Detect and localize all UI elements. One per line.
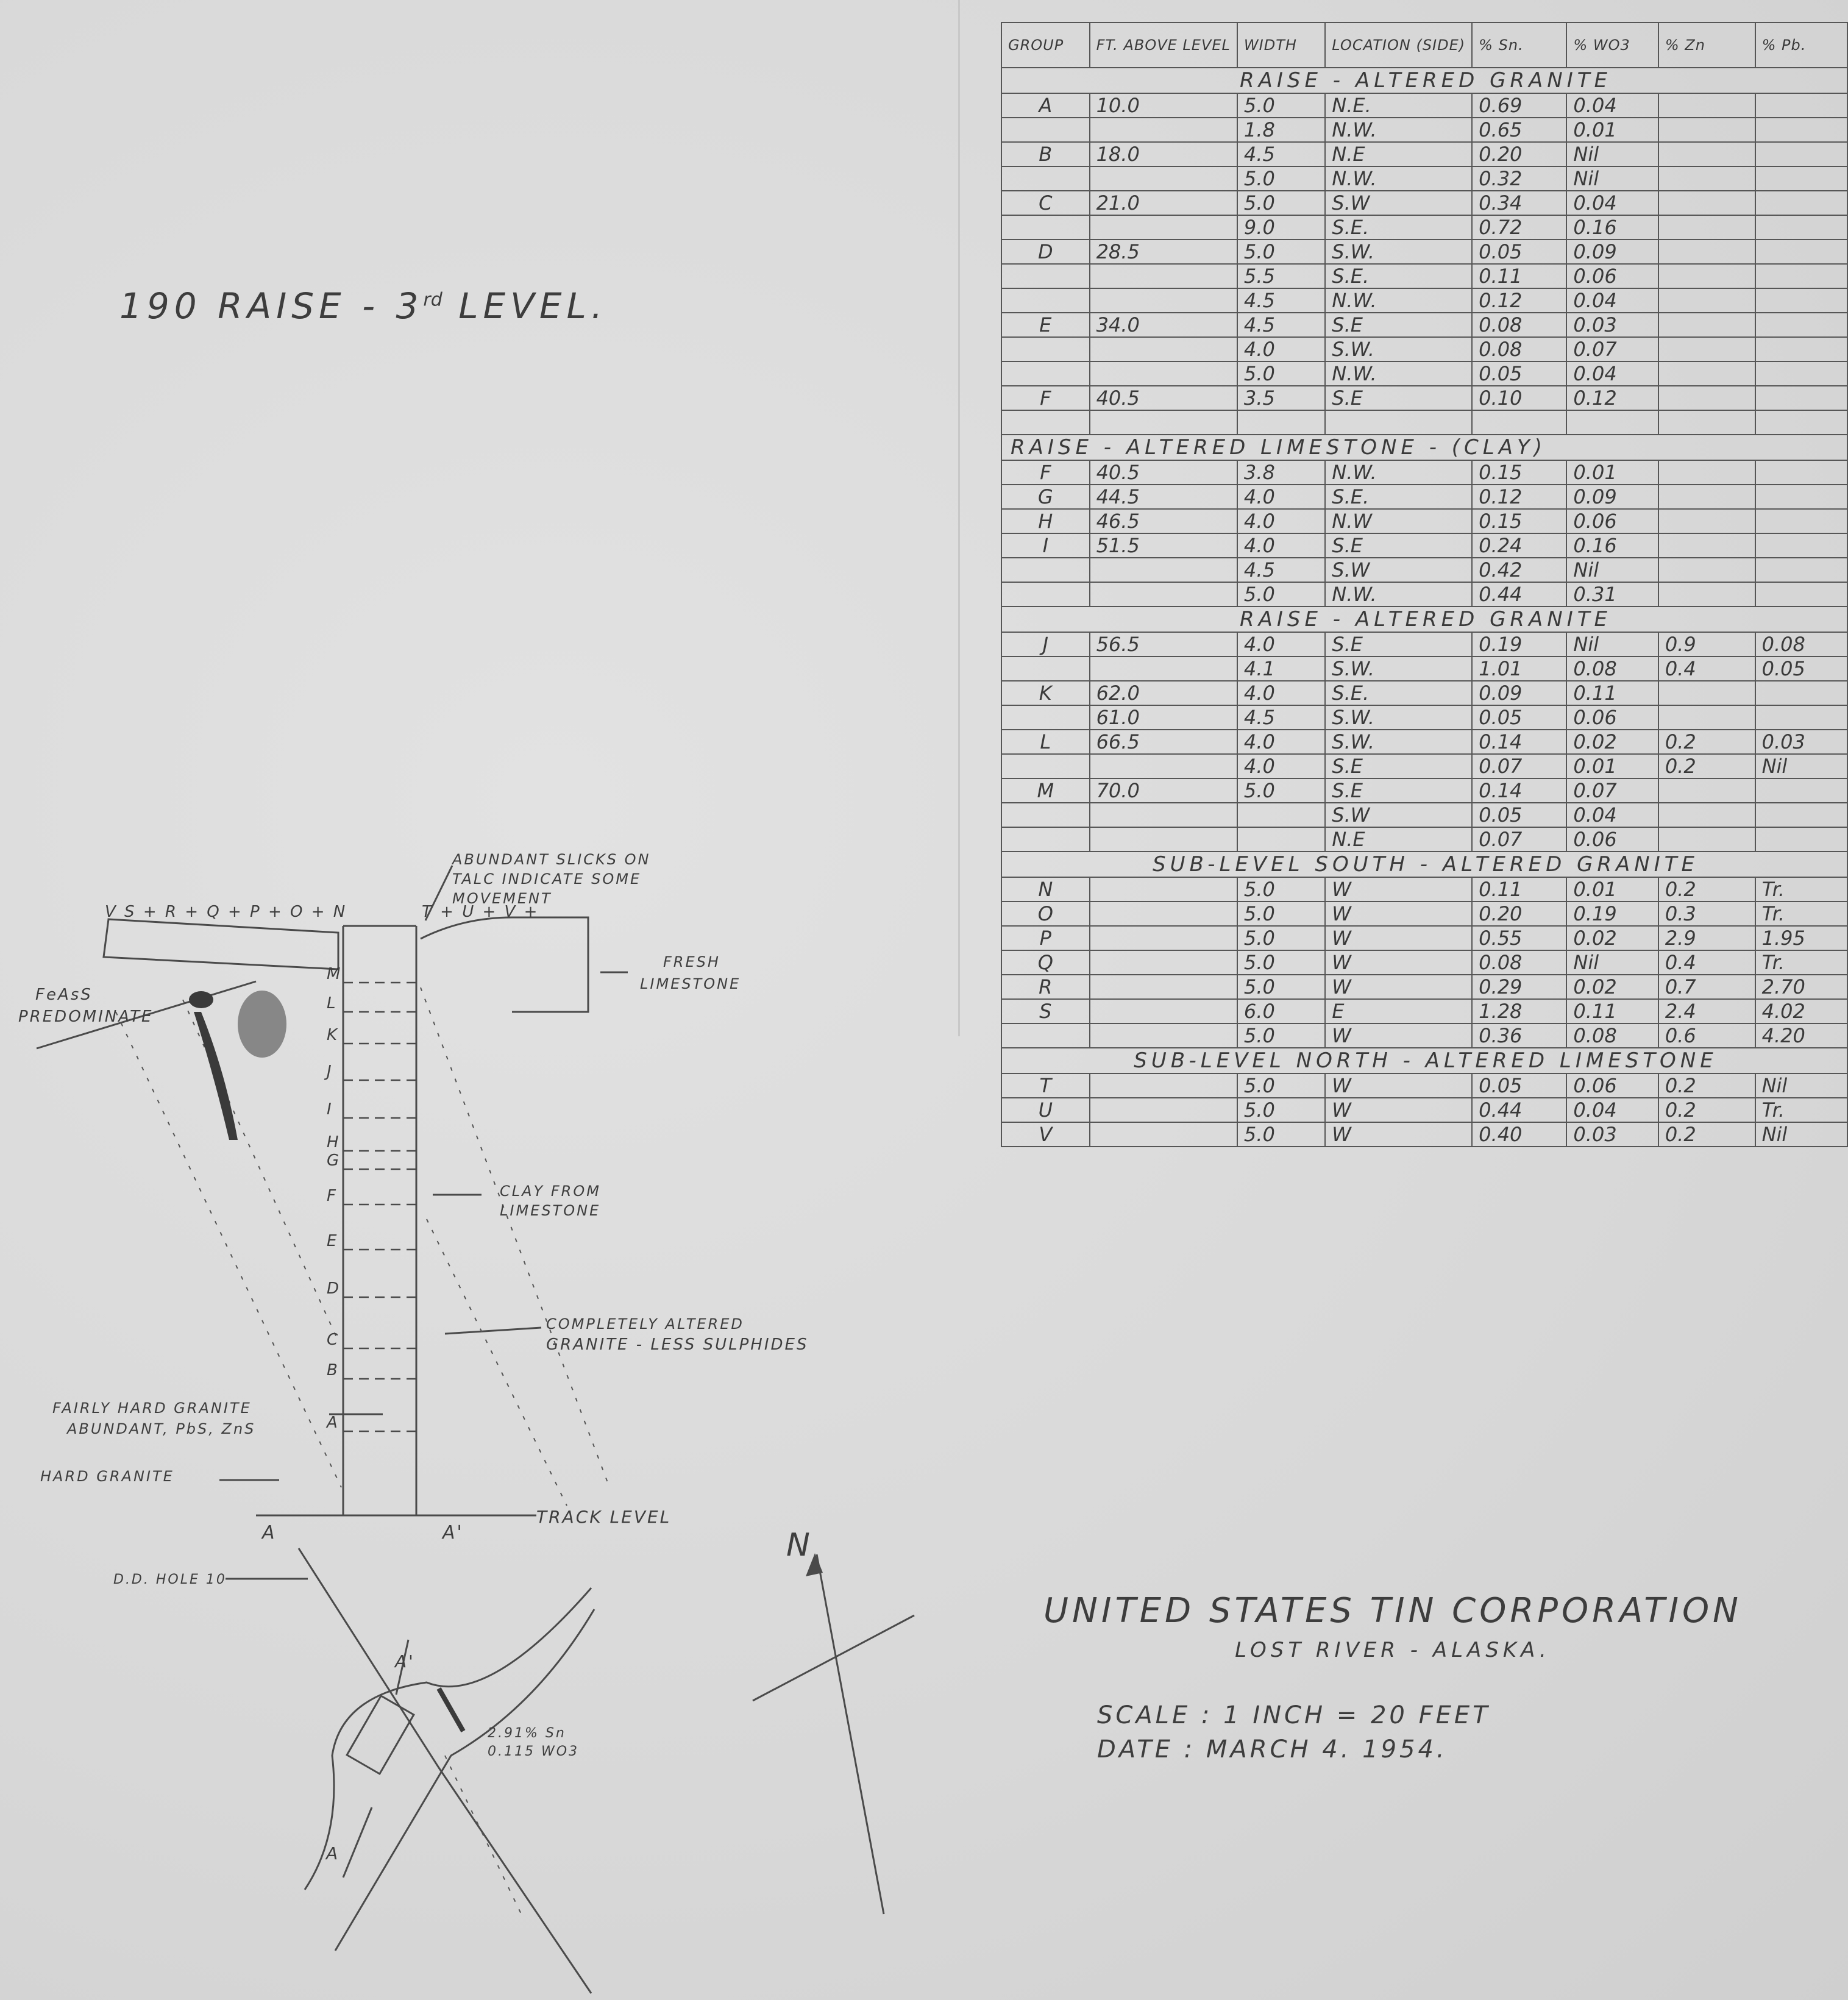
table-cell: 5.0 [1237,975,1325,999]
table-cell: W [1325,1073,1472,1098]
table-cell: 62.0 [1090,681,1237,705]
table-cell: R [1001,975,1090,999]
table-cell: 4.0 [1237,681,1325,705]
table-cell: 0.08 [1472,313,1566,337]
table-cell: 4.0 [1237,632,1325,657]
raise-group-letter: F [327,1187,338,1205]
raise-group-letter: G [327,1151,341,1170]
table-cell: 4.5 [1237,288,1325,313]
table-cell: S.E. [1325,681,1472,705]
table-cell: S.W [1325,803,1472,827]
table-cell: 0.05 [1472,1073,1566,1098]
table-cell: 21.0 [1090,191,1237,215]
table-cell: Nil [1566,166,1658,191]
table-cell: 5.0 [1237,1122,1325,1147]
table-cell: S.E [1325,754,1472,778]
table-cell: 0.04 [1566,803,1658,827]
altered-leader [445,1328,541,1334]
table-cell: 0.11 [1472,264,1566,288]
table-cell: 0.04 [1566,93,1658,118]
table-cell: P [1001,926,1090,950]
table-cell: H [1001,509,1090,533]
table-cell: 0.07 [1566,337,1658,361]
table-cell: S.E [1325,313,1472,337]
table-cell: 0.07 [1472,827,1566,852]
table-cell: 0.11 [1472,877,1566,902]
table-cell: U [1001,1098,1090,1122]
note-altered-1: COMPLETELY ALTERED [546,1315,744,1333]
table-cell: 5.0 [1237,1073,1325,1098]
table-cell: Nil [1755,754,1847,778]
top-group-labels: V S + R + Q + P + O + N [105,903,347,921]
table-cell: Q [1001,950,1090,975]
table-cell: 4.0 [1237,754,1325,778]
table-cell: 0.2 [1658,730,1755,754]
raise-group-letter: L [327,994,338,1012]
table-cell: 0.32 [1472,166,1566,191]
table-cell: 0.08 [1472,950,1566,975]
raise-group-letter: K [327,1026,339,1044]
assay-interval-bar [439,1689,463,1731]
raise-group-letter: I [327,1100,333,1119]
table-cell: W [1325,877,1472,902]
section-label-a-prime: A' [442,1522,464,1543]
north-arrow-label: N [786,1527,812,1564]
table-cell: 0.11 [1566,681,1658,705]
table-cell: N.E. [1325,93,1472,118]
table-cell: W [1325,926,1472,950]
table-cell: 0.36 [1472,1023,1566,1048]
table-cell: S.W. [1325,240,1472,264]
section-title: RAISE - ALTERED LIMESTONE - (CLAY) [1001,435,1847,460]
mine-location: LOST RIVER - ALASKA. [1235,1638,1551,1662]
raise-group-letter: J [327,1062,333,1081]
table-cell: S.E. [1325,485,1472,509]
table-cell: 10.0 [1090,93,1237,118]
table-cell: S.W. [1325,730,1472,754]
table-cell: 2.4 [1658,999,1755,1023]
note-assay-sn: 2.91% Sn [488,1726,566,1741]
table-cell: 0.4 [1658,950,1755,975]
table-cell: S.E [1325,386,1472,410]
table-cell: 0.06 [1566,827,1658,852]
table-cell: 0.03 [1755,730,1847,754]
note-assay-wo3: 0.115 WO3 [488,1744,580,1759]
assay-interval [439,1689,463,1731]
table-cell: 61.0 [1090,705,1237,730]
table-cell: S.E [1325,533,1472,558]
table-cell: W [1325,1098,1472,1122]
table-cell: 51.5 [1090,533,1237,558]
table-cell: W [1325,1122,1472,1147]
table-cell: S.W. [1325,705,1472,730]
table-cell: 5.0 [1237,902,1325,926]
drawing-scale: SCALE : 1 INCH = 20 FEET [1097,1701,1491,1729]
table-cell: 0.14 [1472,778,1566,803]
table-cell: 0.06 [1566,509,1658,533]
table-cell: S.W [1325,191,1472,215]
note-feass-2: PREDOMINATE [18,1008,154,1026]
table-cell: 0.12 [1566,386,1658,410]
table-cell: 0.65 [1472,118,1566,142]
table-cell: 0.16 [1566,215,1658,240]
table-cell: 2.70 [1755,975,1847,999]
table-cell: F [1001,386,1090,410]
table-cell: N.W. [1325,361,1472,386]
table-cell: 0.24 [1472,533,1566,558]
table-cell: 5.5 [1237,264,1325,288]
table-cell: 5.0 [1237,877,1325,902]
table-cell: 5.0 [1237,1023,1325,1048]
table-cell: 4.5 [1237,558,1325,582]
table-cell: 0.44 [1472,582,1566,607]
table-cell: N [1001,877,1090,902]
note-hard-granite: HARD GRANITE [40,1468,174,1485]
table-cell: S.W [1325,558,1472,582]
note-altered-2: GRANITE - LESS SULPHIDES [546,1336,809,1354]
section-title: SUB-LEVEL SOUTH - ALTERED GRANITE [1001,852,1847,877]
table-cell: 4.02 [1755,999,1847,1023]
table-cell: 0.05 [1472,361,1566,386]
table-cell: N.E [1325,142,1472,166]
note-slicks-3: MOVEMENT [452,890,552,907]
plan-label-a-prime: A' [395,1651,415,1671]
raise-group-letters [324,965,342,1432]
table-cell: 0.05 [1472,803,1566,827]
table-cell: 4.0 [1237,485,1325,509]
table-cell: 5.0 [1237,582,1325,607]
note-fairly-hard-1: FAIRLY HARD GRANITE [52,1400,252,1417]
table-cell: 0.08 [1472,337,1566,361]
table-cell: 0.09 [1472,681,1566,705]
table-cell: 3.8 [1237,460,1325,485]
table-cell: 5.0 [1237,950,1325,975]
table-cell: 34.0 [1090,313,1237,337]
table-cell: 0.55 [1472,926,1566,950]
table-cell: 0.42 [1472,558,1566,582]
table-cell: 0.7 [1658,975,1755,999]
raise-group-letter: C [327,1331,340,1349]
table-cell: 0.04 [1566,361,1658,386]
table-cell: 0.3 [1658,902,1755,926]
table-cell: 0.9 [1658,632,1755,657]
table-cell: 28.5 [1090,240,1237,264]
note-ddhole: D.D. HOLE 10 [113,1572,227,1587]
table-cell: 0.19 [1566,902,1658,926]
table-cell: O [1001,902,1090,926]
header-location: LOCATION (SIDE) [1325,23,1472,68]
table-cell: 40.5 [1090,460,1237,485]
table-cell: W [1325,975,1472,999]
table-cell: S.W. [1325,657,1472,681]
blot-1 [238,991,286,1058]
north-arrow-cross [753,1615,914,1701]
table-cell: 4.5 [1237,705,1325,730]
table-cell: 2.9 [1658,926,1755,950]
table-cell: 0.07 [1472,754,1566,778]
table-cell: 0.2 [1658,1073,1755,1098]
table-cell: 5.0 [1237,1098,1325,1122]
table-cell: Tr. [1755,950,1847,975]
table-cell: 46.5 [1090,509,1237,533]
table-cell: S.E. [1325,264,1472,288]
table-cell: F [1001,460,1090,485]
table-cell: 5.0 [1237,926,1325,950]
table-cell: 0.2 [1658,1122,1755,1147]
note-slicks-2: TALC INDICATE SOME [452,870,642,888]
table-cell: 5.0 [1237,191,1325,215]
table-cell: T [1001,1073,1090,1098]
table-cell: 5.0 [1237,778,1325,803]
table-cell: 0.04 [1566,288,1658,313]
table-cell: N.W. [1325,582,1472,607]
table-cell: S [1001,999,1090,1023]
table-cell: 0.31 [1566,582,1658,607]
sample-group-ticks [343,983,416,1431]
table-cell: 0.11 [1566,999,1658,1023]
table-cell: 1.8 [1237,118,1325,142]
table-cell: 4.5 [1237,313,1325,337]
table-cell: 4.0 [1237,533,1325,558]
table-cell: N.W. [1325,166,1472,191]
table-cell: 0.14 [1472,730,1566,754]
note-track-level: TRACK LEVEL [536,1507,672,1527]
table-cell: 0.03 [1566,313,1658,337]
stipple-5 [445,1756,524,1920]
header-wo3: % WO3 [1566,23,1658,68]
table-cell: 0.09 [1566,485,1658,509]
table-cell: 0.01 [1566,460,1658,485]
table-cell: 5.0 [1237,240,1325,264]
table-cell: 4.5 [1237,142,1325,166]
table-cell: Tr. [1755,902,1847,926]
table-cell: 66.5 [1090,730,1237,754]
table-cell: 9.0 [1237,215,1325,240]
table-cell: E [1001,313,1090,337]
table-cell: 0.04 [1566,191,1658,215]
table-cell: 0.6 [1658,1023,1755,1048]
plan-label-a: A [326,1843,340,1863]
table-cell: N.W. [1325,460,1472,485]
table-cell: 0.03 [1566,1122,1658,1147]
table-cell: 0.34 [1472,191,1566,215]
table-cell: S.E [1325,778,1472,803]
table-cell: N.W. [1325,118,1472,142]
table-cell: I [1001,533,1090,558]
table-cell: 0.69 [1472,93,1566,118]
header-width: WIDTH [1237,23,1325,68]
section-title: RAISE - ALTERED GRANITE [1001,607,1847,632]
north-arrow-shaft [817,1554,884,1914]
section-label-a: A [262,1522,277,1543]
table-cell: 0.06 [1566,705,1658,730]
table-cell: 4.0 [1237,337,1325,361]
header-group: GROUP [1001,23,1090,68]
table-cell: Nil [1566,142,1658,166]
raise-group-letter: H [327,1133,341,1151]
granite-stipple-lines [116,988,609,1920]
table-cell: 4.0 [1237,730,1325,754]
header-sn: % Sn. [1472,23,1566,68]
table-cell: N.W. [1325,288,1472,313]
table-cell: 1.95 [1755,926,1847,950]
table-cell: 0.15 [1472,509,1566,533]
note-fresh-1: FRESH [663,953,720,970]
table-cell: Nil [1566,558,1658,582]
section-title: RAISE - ALTERED GRANITE [1001,68,1847,93]
table-cell: 18.0 [1090,142,1237,166]
table-cell: 0.12 [1472,485,1566,509]
table-cell: 0.01 [1566,754,1658,778]
table-cell: S.E [1325,632,1472,657]
table-cell: Nil [1755,1122,1847,1147]
table-cell: 0.12 [1472,288,1566,313]
table-cell: 5.0 [1237,93,1325,118]
table-cell: D [1001,240,1090,264]
plan-drift-east [335,1609,594,1951]
blot-3 [189,991,213,1008]
raise-group-letter: M [327,965,343,983]
table-cell: 44.5 [1090,485,1237,509]
table-cell: 0.10 [1472,386,1566,410]
table-cell: L [1001,730,1090,754]
header-pb: % Pb. [1755,23,1847,68]
table-cell: 0.08 [1566,1023,1658,1048]
table-cell: 6.0 [1237,999,1325,1023]
table-cell: 0.09 [1566,240,1658,264]
company-name: UNITED STATES TIN CORPORATION [1043,1591,1742,1631]
table-cell: 0.05 [1472,240,1566,264]
sulphide-blotch [189,991,286,1140]
table-cell: 56.5 [1090,632,1237,657]
top-right-group-labels: T + U + V + [422,903,539,921]
table-cell: 1.01 [1472,657,1566,681]
table-cell: 0.01 [1566,118,1658,142]
note-feass-1: FeAsS [35,986,93,1004]
table-cell: 0.05 [1472,705,1566,730]
stipple-3 [421,988,609,1487]
table-cell: 0.72 [1472,215,1566,240]
sub-level-south-drift [104,919,338,969]
table-cell: C [1001,191,1090,215]
drawing-date: DATE : MARCH 4. 1954. [1097,1735,1448,1763]
table-cell: W [1325,950,1472,975]
table-cell: 0.02 [1566,975,1658,999]
table-cell: Nil [1566,950,1658,975]
table-cell: 0.04 [1566,1098,1658,1122]
drill-hole-trace [299,1548,591,1993]
blot-2 [194,1012,238,1140]
table-cell: 0.40 [1472,1122,1566,1147]
table-cell: 0.2 [1658,754,1755,778]
table-cell: 4.1 [1237,657,1325,681]
table-cell: 4.0 [1237,509,1325,533]
table-cell: J [1001,632,1090,657]
note-clay-1: CLAY FROM [500,1183,601,1200]
table-cell: 3.5 [1237,386,1325,410]
table-cell: 70.0 [1090,778,1237,803]
table-cell: 0.4 [1658,657,1755,681]
note-fresh-2: LIMESTONE [640,975,741,992]
plan-raise-outline [347,1696,414,1774]
table-cell: K [1001,681,1090,705]
table-cell: 0.20 [1472,902,1566,926]
table-cell: 0.05 [1755,657,1847,681]
table-cell: 0.08 [1566,657,1658,681]
table-cell: W [1325,1023,1472,1048]
table-cell: 0.44 [1472,1098,1566,1122]
table-cell: Nil [1755,1073,1847,1098]
table-cell: 0.02 [1566,730,1658,754]
table-cell: 0.2 [1658,877,1755,902]
table-cell: W [1325,902,1472,926]
table-cell: 0.08 [1755,632,1847,657]
table-cell: G [1001,485,1090,509]
title-block [1000,1591,1786,1763]
table-cell: 0.06 [1566,1073,1658,1098]
raise-group-letter: E [327,1232,339,1250]
raise-group-letter: A [327,1414,339,1432]
table-cell: 0.29 [1472,975,1566,999]
table-cell: 0.02 [1566,926,1658,950]
table-cell: 0.15 [1472,460,1566,485]
table-cell: 4.20 [1755,1023,1847,1048]
table-cell: Tr. [1755,1098,1847,1122]
table-cell: 5.0 [1237,166,1325,191]
drawing-title: 190 RAISE - 3rd LEVEL. [119,285,608,327]
table-cell: N.E [1325,827,1472,852]
table-cell: 5.0 [1237,361,1325,386]
table-cell: 1.28 [1472,999,1566,1023]
table-cell: 40.5 [1090,386,1237,410]
table-cell: 0.01 [1566,877,1658,902]
section-title: SUB-LEVEL NORTH - ALTERED LIMESTONE [1001,1048,1847,1073]
note-clay-2: LIMESTONE [500,1202,601,1219]
table-cell: S.W. [1325,337,1472,361]
table-cell: S.E. [1325,215,1472,240]
plan-section-a [343,1807,372,1877]
stipple-4 [427,1219,567,1506]
table-cell: 0.2 [1658,1098,1755,1122]
table-cell: Nil [1566,632,1658,657]
table-cell: A [1001,93,1090,118]
table-cell: V [1001,1122,1090,1147]
table-cell: E [1325,999,1472,1023]
table-cell: Tr. [1755,877,1847,902]
table-cell: 0.16 [1566,533,1658,558]
table-cell: 0.07 [1566,778,1658,803]
raise-group-letter: B [327,1361,339,1379]
table-cell: M [1001,778,1090,803]
table-cell: N.W [1325,509,1472,533]
table-cell: 0.06 [1566,264,1658,288]
sub-level-north-drift [421,917,588,1012]
raise-group-letter: D [327,1279,341,1298]
table-cell: B [1001,142,1090,166]
table-cell: 0.19 [1472,632,1566,657]
table-cell: 0.20 [1472,142,1566,166]
header-zn: % Zn [1658,23,1755,68]
note-slicks-1: ABUNDANT SLICKS ON [452,851,651,868]
note-fairly-hard-2: ABUNDANT, PbS, ZnS [67,1420,256,1437]
header-ft-above-level: FT. ABOVE LEVEL [1090,23,1237,68]
